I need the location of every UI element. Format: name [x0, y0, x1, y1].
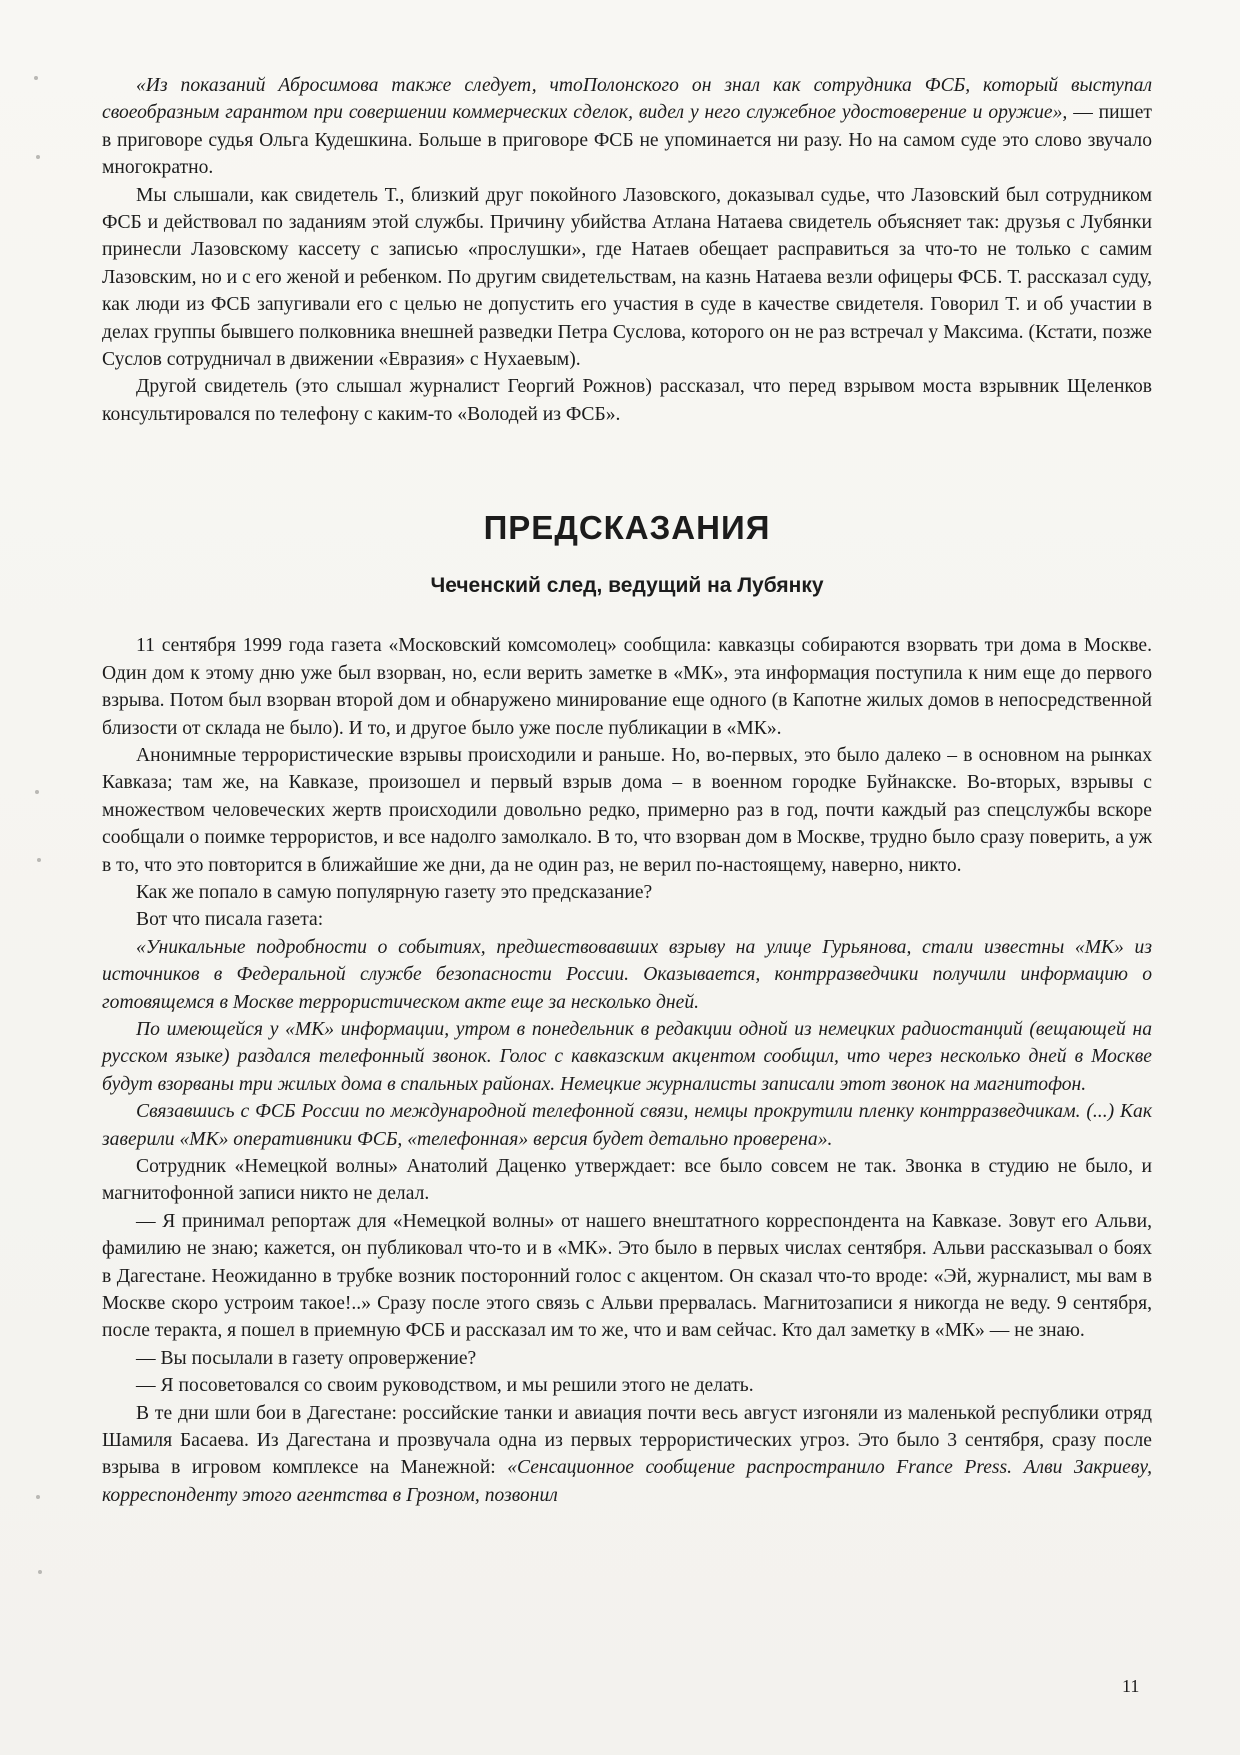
quote-paragraph [102, 934, 1152, 1016]
quote-text: По имеющейся у «МК» информации, утром в понедельник в редакции одной из немецких радиостанций (вещающей на русском языке) раздался телефонный звонок. Голос с кавказским акцентом сообщил, что через несколько дней в Москве будут взорваны три жилых дома в спальных районах. Немецкие журналисты записали этот звонок на магнитофон. [102, 1018, 1152, 1095]
page-content [102, 72, 1152, 1509]
paragraph-text: — пишет в приговоре судья Ольга Кудешкина. Больше в приговоре ФСБ не упоминается ни разу. Но на самом суде это слово звучало многократно. [102, 102, 1152, 179]
paragraph-quote-abrosimov [102, 72, 1152, 182]
binding-hole [36, 1495, 40, 1499]
binding-hole [34, 76, 38, 80]
quote-text: «Сенсационное сообщение распространило France Press. Алви Закриеву, корреспонденту этого агентства в Грозном, позвонил [102, 1457, 1152, 1506]
paragraph-witness-t: Мы слышали, как свидетель Т., близкий друг покойного Лазовского, доказывал судье, что Лазовский был сотрудником ФСБ и действовал по заданиям этой службы. Причину убийства Атлана Натаева свидетель объясняет так: друзья с Лубянки принесли Лазовскому кассету с записью «прослушки», где Натаев обещает расправиться за что-то не только с самим Лазовским, но и с его женой и ребенком. По другим свидетельствам, на казнь Натаева везли офицеры ФСБ. Т. рассказал суду, как люди из ФСБ запугивали его с целью не допустить его участия в суде в качестве свидетеля. Говорил Т. и об участии в делах группы бывшего полковника внешней разведки Петра Суслова, которого он не раз встречал у Максима. (Кстати, позже Суслов сотрудничал в движении «Евразия» с Нухаевым). [102, 184, 1152, 371]
paragraph: — Я посоветовался со своим руководством, и мы решили этого не делать. [136, 1375, 754, 1397]
binding-hole [36, 155, 40, 159]
quote-paragraph [102, 1016, 1152, 1098]
paragraph-text: В те дни шли бои в Дагестане: российские танки и авиация почти весь август изгоняли из маленькой республики отряд Шамиля Басаева. Из Дагестана и прозвучала одна из первых террористических угроз. Это было 3 сентября, сразу после взрыва в игровом комплексе на Манежной: [102, 1402, 1152, 1479]
paragraph: — Вы посылали в газету опровержение? [136, 1347, 477, 1369]
quote-paragraph [102, 1098, 1152, 1153]
paragraph: — Я принимал репортаж для «Немецкой волны» от нашего внештатного корреспондента на Кавказе. Зовут его Альви, фамилию не знаю; кажется, он публиковал что-то и в «МК». Это было в первых числах сентября. Альви рассказывал о боях в Дагестане. Неожиданно в трубке возник посторонний голос с акцентом. Он сказал что-то вроде: «Эй, журналист, мы вам в Москве скоро устроим такое!..» Сразу после этого связь с Альви прервалась. Магнитозаписи я никогда не веду. 9 сентября, после теракта, я пошел в приемную ФСБ и рассказал им то же, что и вам сейчас. Кто дал заметку в «МК» — не знаю. [102, 1210, 1152, 1342]
binding-hole [35, 790, 39, 794]
paragraph: Как же попало в самую популярную газету это предсказание? [136, 881, 653, 903]
quote-text: «Из показаний Абросимова также следует, чтоПолонского он знал как сотрудника ФСБ, который выступал своеобразным гарантом при совершении коммерческих сделок, видел у него служебное удостоверение и оружие», [102, 75, 1152, 124]
binding-hole [37, 858, 41, 862]
paragraph-last [102, 1400, 1152, 1510]
section-subtitle: Чеченский след, ведущий на Лубянку [430, 574, 824, 598]
paragraph: Вот что писала газета: [136, 909, 324, 931]
section-title: ПРЕДСКАЗАНИЯ [483, 509, 771, 547]
paragraph: Сотрудник «Немецкой волны» Анатолий Даценко утверждает: все было совсем не так. Звонка в студию не было, и магнитофонной записи никто не делал. [102, 1156, 1152, 1205]
paragraph-witness-rozhnov: Другой свидетель (это слышал журналист Георгий Рожнов) рассказал, что перед взрывом моста взрывник Щеленков консультировался по телефону с каким-то «Володей из ФСБ». [102, 376, 1152, 425]
page-number: 11 [1122, 1676, 1140, 1696]
quote-text: Связавшись с ФСБ России по международной телефонной связи, немцы прокрутили пленку контрразведчикам. (...) Как заверили «МК» оперативники ФСБ, «телефонная» версия будет детально проверена». [102, 1101, 1152, 1150]
paragraph: Анонимные террористические взрывы происходили и раньше. Но, во-первых, это было далеко – в основном на рынках Кавказа; там же, на Кавказе, произошел и первый взрыв дома – в военном городке Буйнакске. Во-вторых, взрывы с множеством человеческих жертв происходили довольно редко, примерно раз в год, почти каждый раз спецслужбы вскоре сообщали о поимке террористов, и все надолго замолкало. В то, что взорван дом в Москве, трудно было сразу поверить, а уж в то, что это повторится в ближайшие же дни, да не один раз, не верил по-настоящему, наверно, никто. [102, 744, 1152, 876]
quote-text: «Уникальные подробности о событиях, предшествовавших взрыву на улице Гурьянова, стали известны «МК» из источников в Федеральной службе безопасности России. Оказывается, контрразведчики получили информацию о готовящемся в Москве террористическом акте еще за несколько дней. [102, 936, 1152, 1013]
paragraph: 11 сентября 1999 года газета «Московский комсомолец» сообщила: кавказцы собираются взорвать три дома в Москве. Один дом к этому дню уже был взорван, но, если верить заметке в «МК», эта информация поступила к ним еще до первого взрыва. Потом был взорван второй дом и обнаружено минирование еще одного (в Капотне жилых домов в непосредственной близости от склада не было). И то, и другое было уже после публикации в «МК». [102, 635, 1152, 739]
binding-hole [38, 1570, 42, 1574]
